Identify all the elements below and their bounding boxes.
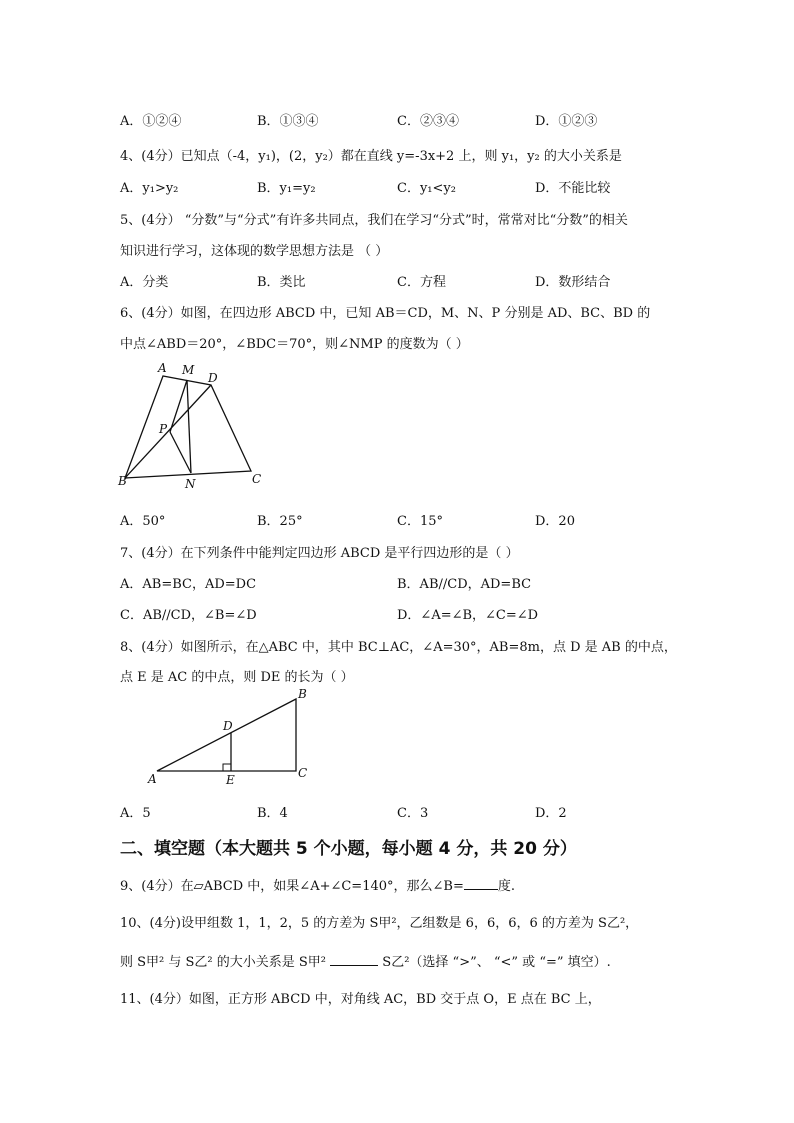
q7-option-b: B．AB//CD，AD=BC	[397, 577, 532, 592]
q3-option-d: D．①②③	[535, 114, 598, 129]
q6-segment-pn	[170, 432, 191, 473]
q6-stem-line2: 中点∠ABD＝20°，∠BDC＝70°，则∠NMP 的度数为（ ）	[120, 337, 469, 352]
q6-label-c: C	[252, 472, 262, 486]
q5-stem-line2: 知识进行学习，这体现的数学思想方法是 （ ）	[120, 244, 389, 259]
q3-option-a: A．①②④	[120, 114, 182, 129]
q9-text-post: 度.	[497, 879, 515, 894]
q7-stem: 7、(4分）在下列条件中能判定四边形 ABCD 是平行四边形的是（ ）	[120, 546, 519, 561]
q5-option-c: C．方程	[397, 275, 446, 290]
q6-option-d: D．20	[535, 514, 575, 529]
q10-line2	[120, 951, 611, 970]
q4-options	[120, 177, 680, 197]
q4-option-d: D．不能比较	[535, 181, 611, 196]
q3-options	[120, 110, 680, 130]
q6-segment-mn	[187, 380, 191, 473]
q8-option-d: D．2	[535, 806, 567, 821]
q6-label-d: D	[208, 371, 218, 385]
q10-line2-post: S乙²（选择 “>”、 “<” 或 “=” 填空）.	[382, 955, 611, 970]
q8-triangle	[157, 699, 296, 771]
q6-label-a: A	[158, 361, 167, 375]
q8-figure	[140, 688, 320, 788]
q5-option-a: A．分类	[120, 275, 169, 290]
q6-option-c: C．15°	[397, 514, 443, 529]
q6-label-p: P	[159, 422, 168, 436]
q7-option-a: A．AB=BC，AD=DC	[120, 577, 257, 592]
q8-label-c: C	[298, 766, 308, 780]
q4-option-b: B．y₁=y₂	[257, 181, 316, 196]
q3-option-c: C．②③④	[397, 114, 459, 129]
q5-option-b: B．类比	[257, 275, 306, 290]
q7-option-d: D．∠A=∠B，∠C=∠D	[397, 608, 539, 623]
q6-stem-line1: 6、(4分）如图，在四边形 ABCD 中，已知 AB＝CD，M、N、P 分别是 AD、BC、BD 的	[120, 306, 651, 321]
q8-label-a: A	[148, 772, 157, 786]
q8-option-a: A．5	[120, 806, 151, 821]
q4-option-a: A．y₁>y₂	[120, 181, 179, 196]
q8-label-b: B	[298, 688, 307, 701]
section-2-heading: 二、填空题（本大题共 5 个小题，每小题 4 分，共 20 分）	[120, 839, 577, 859]
q10-answer-blank	[330, 953, 378, 966]
q5-option-d: D．数形结合	[535, 275, 611, 290]
q10-line2-pre: 则 S甲² 与 S乙² 的大小关系是 S甲²	[120, 955, 327, 970]
q7-options-row1	[120, 573, 680, 593]
q6-label-n: N	[185, 477, 196, 491]
q4-stem: 4、(4分）已知点（-4，y₁)，(2，y₂）都在直线 y=-3x+2 上，则 y₁，y₂ 的大小关系是	[120, 149, 622, 164]
q6-option-b: B．25°	[257, 514, 303, 529]
q7-option-c: C．AB//CD，∠B=∠D	[120, 608, 257, 623]
q7-options-row2	[120, 604, 680, 624]
q10-line1: 10、(4分)设甲组数 1，1，2，5 的方差为 S甲²，乙组数是 6，6，6，6 的方差为 S乙²，	[120, 916, 639, 931]
q9-answer-blank	[464, 877, 498, 890]
q8-label-d: D	[223, 719, 233, 733]
q5-stem-line1: 5、(4分） “分数”与“分式”有许多共同点，我们在学习“分式”时，常常对比“分数”的相关	[120, 213, 628, 228]
q8-option-c: C．3	[397, 806, 429, 821]
q6-figure	[112, 360, 272, 495]
q6-diagonal-bd	[125, 385, 211, 478]
q6-label-b: B	[118, 474, 127, 488]
q5-options	[120, 271, 680, 291]
q9-text-pre: 9、(4分）在▱ABCD 中，如果∠A+∠C=140°，那么∠B=	[120, 879, 464, 894]
q9-stem	[120, 875, 515, 894]
q8-label-e: E	[226, 773, 235, 787]
q8-options	[120, 802, 680, 822]
q8-stem-line2: 点 E 是 AC 的中点，则 DE 的长为（ ）	[120, 670, 354, 685]
q8-option-b: B．4	[257, 806, 288, 821]
q6-label-m: M	[182, 363, 195, 377]
q3-option-b: B．①③④	[257, 114, 319, 129]
q8-stem-line1: 8、(4分）如图所示，在△ABC 中，其中 BC⊥AC，∠A=30°，AB=8m，点 D 是 AB 的中点，	[120, 640, 677, 655]
q6-option-a: A．50°	[120, 514, 166, 529]
q6-segment-mp	[170, 380, 187, 432]
q8-right-angle-mark	[223, 764, 231, 771]
q6-options	[120, 510, 680, 530]
q4-option-c: C．y₁<y₂	[397, 181, 456, 196]
q11-stem: 11、(4分）如图，正方形 ABCD 中，对角线 AC，BD 交于点 O，E 点在 BC 上，	[120, 992, 601, 1007]
